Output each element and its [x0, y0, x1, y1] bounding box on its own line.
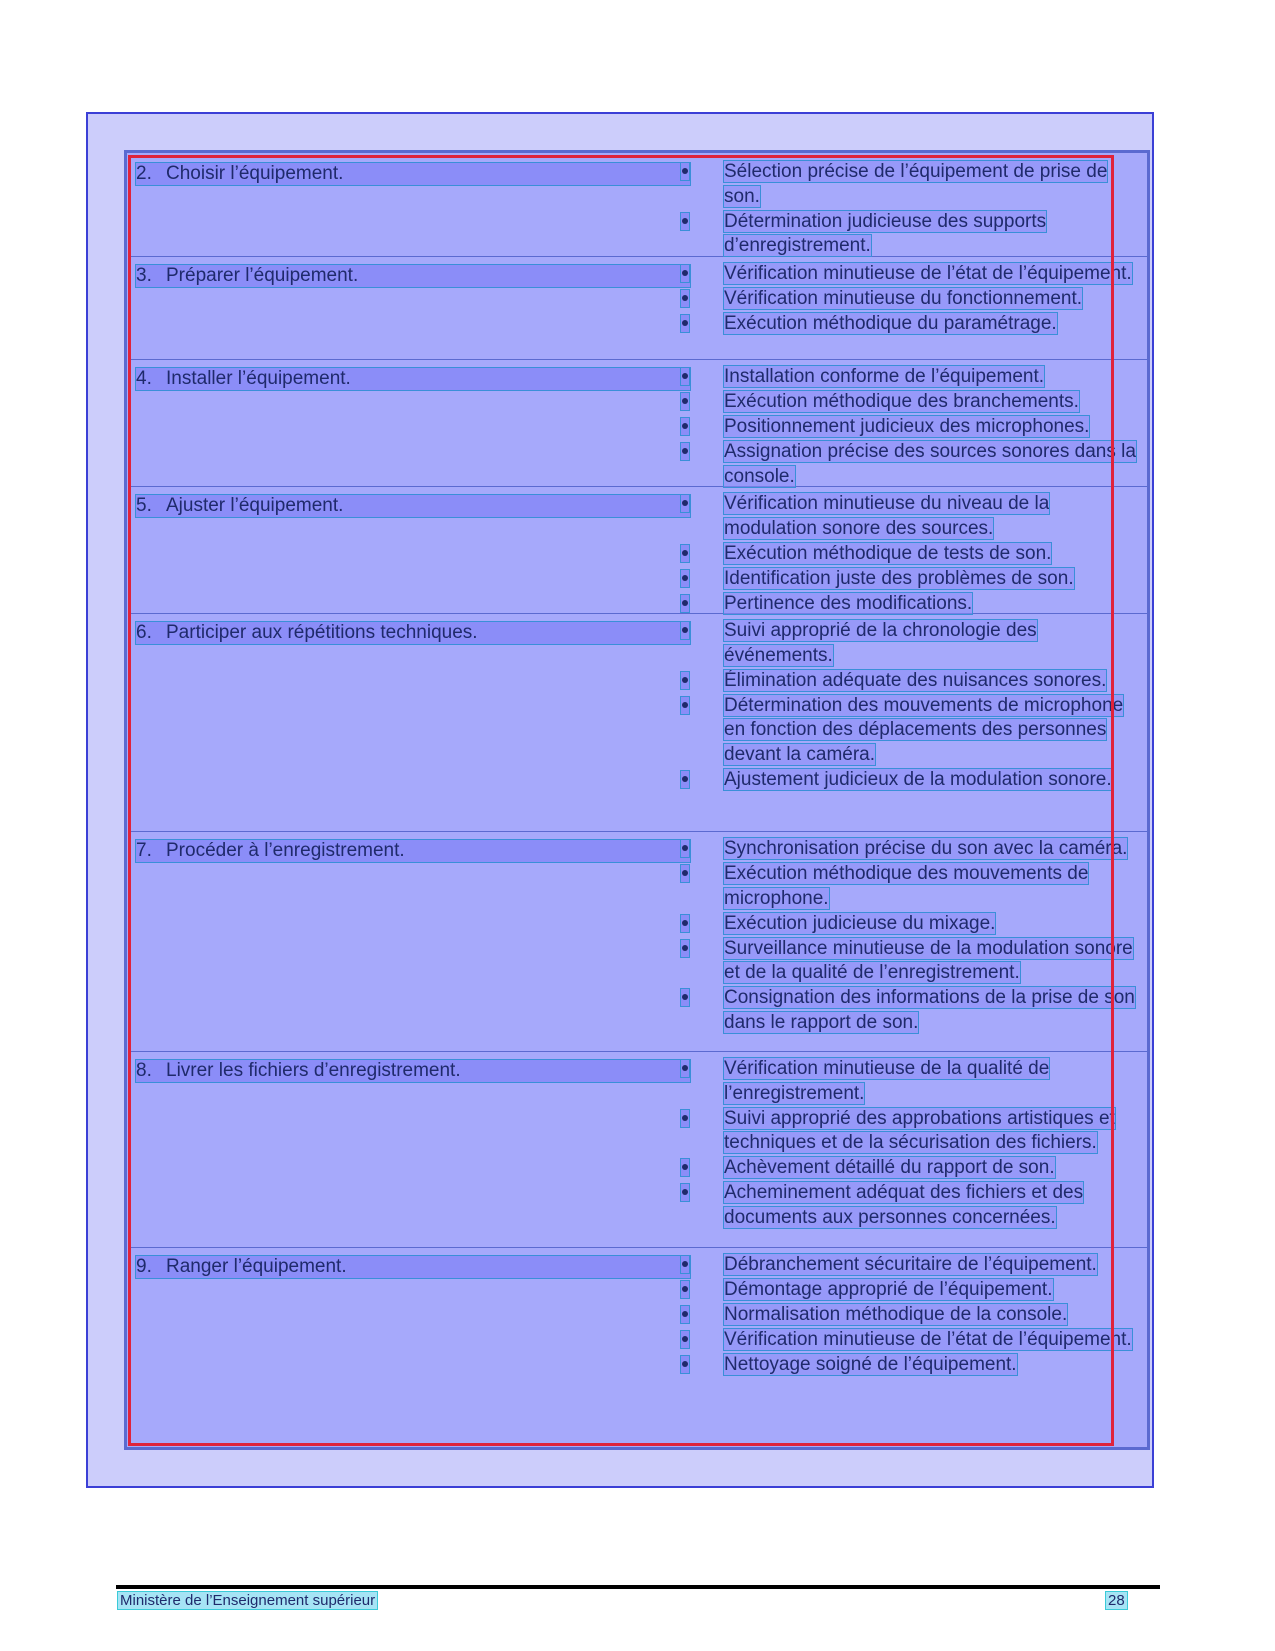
criterion-text: Normalisation méthodique de la console. — [724, 1304, 1068, 1325]
list-item — [681, 415, 1146, 440]
criterion-text: Pertinence des modifications. — [724, 592, 973, 614]
criterion-text: Débranchement sécuritaire de l’équipement. — [724, 1254, 1097, 1275]
bullet-icon — [681, 1060, 689, 1077]
list-item — [681, 1353, 1146, 1378]
bullet-icon — [681, 1159, 689, 1176]
list-item — [681, 1057, 1146, 1106]
criterion-text: Surveillance minutieuse de la modulation sonore et de la qualité de l’enregistrement. — [724, 937, 1133, 983]
criterion-text: Identification juste des problèmes de son. — [724, 567, 1074, 589]
criterion-text: Démontage approprié de l’équipement. — [724, 1279, 1053, 1300]
bullet-icon — [681, 1256, 689, 1273]
bullet-icon — [681, 1281, 689, 1298]
table-row — [128, 360, 1148, 487]
criterion-text: Exécution méthodique des mouvements de microphone. — [724, 863, 1089, 909]
bullet-icon — [681, 265, 689, 282]
list-item — [681, 862, 1146, 911]
criterion-text: Suivi approprié des approbations artistiques et techniques et de la sécurisation des fichiers. — [724, 1107, 1115, 1153]
bullet-icon — [681, 1356, 689, 1373]
bullet-icon — [681, 622, 689, 639]
bullet-icon — [681, 940, 689, 957]
list-item — [681, 365, 1146, 390]
task-label — [136, 265, 690, 287]
bullet-icon — [681, 840, 689, 857]
criterion-text: Ajustement judicieux de la modulation sonore. — [724, 768, 1112, 790]
criterion-text: Exécution méthodique des branchements. — [724, 391, 1079, 412]
table-row — [128, 487, 1148, 614]
task-number: 9. — [136, 1256, 152, 1277]
task-label — [136, 840, 690, 862]
bullet-icon — [681, 697, 689, 714]
bullet-icon — [681, 1306, 689, 1323]
task-text: Participer aux répétitions techniques. — [166, 622, 478, 643]
task-text: Préparer l’équipement. — [166, 265, 359, 286]
bullet-icon — [681, 545, 689, 562]
task-label — [136, 163, 690, 185]
criterion-text: Vérification minutieuse de l’état de l’équipement. — [724, 263, 1132, 284]
criterion-text: Exécution méthodique de tests de son. — [724, 542, 1052, 564]
task-text: Livrer les fichiers d’enregistrement. — [166, 1060, 461, 1081]
list-item — [681, 669, 1146, 694]
criterion-text: Vérification minutieuse de l’état de l’équipement. — [724, 1329, 1132, 1350]
list-item — [681, 440, 1146, 489]
criteria-list — [681, 837, 1146, 1036]
footer-rule — [116, 1585, 1160, 1589]
bullet-icon — [681, 915, 689, 932]
task-text: Choisir l’équipement. — [166, 163, 344, 184]
table-row — [128, 832, 1148, 1052]
criterion-text: Vérification minutieuse du fonctionnement. — [724, 288, 1083, 309]
list-item — [681, 210, 1146, 259]
criterion-text: Exécution judicieuse du mixage. — [724, 912, 996, 934]
task-label — [136, 622, 690, 644]
criterion-text: Exécution méthodique du paramétrage. — [724, 313, 1057, 334]
task-label — [136, 495, 690, 517]
list-item — [681, 492, 1146, 541]
criterion-text: Vérification minutieuse du niveau de la modulation sonore des sources. — [724, 493, 1050, 539]
list-item — [681, 160, 1146, 209]
task-label — [136, 368, 690, 390]
list-item — [681, 619, 1146, 668]
criteria-list — [681, 619, 1146, 793]
criterion-text: Élimination adéquate des nuisances sonores. — [724, 669, 1107, 691]
list-item — [681, 1303, 1146, 1328]
list-item — [681, 1107, 1146, 1156]
criterion-text: Détermination des mouvements de microphone en fonction des déplacements des personnes devant la caméra. — [724, 694, 1124, 765]
bullet-icon — [681, 393, 689, 410]
list-item — [681, 837, 1146, 862]
list-item — [681, 986, 1146, 1035]
criterion-text: Détermination judicieuse des supports d’enregistrement. — [724, 210, 1047, 256]
list-item — [681, 1156, 1146, 1181]
list-item — [681, 768, 1146, 793]
task-number: 7. — [136, 840, 152, 861]
bullet-icon — [681, 672, 689, 689]
list-item — [681, 287, 1146, 312]
bullet-icon — [681, 418, 689, 435]
table-row — [128, 614, 1148, 832]
footer-ministry: Ministère de l’Enseignement supérieur — [120, 1592, 376, 1609]
list-item — [681, 1181, 1146, 1230]
criterion-text: Synchronisation précise du son avec la caméra. — [724, 838, 1128, 859]
bullet-icon — [681, 315, 689, 332]
bullet-icon — [681, 1331, 689, 1348]
criterion-text: Installation conforme de l’équipement. — [724, 366, 1045, 387]
list-item — [681, 1253, 1146, 1278]
list-item — [681, 312, 1146, 337]
criteria-list — [681, 160, 1146, 259]
list-item — [681, 592, 1146, 617]
criterion-text: Suivi approprié de la chronologie des événements. — [724, 620, 1037, 666]
list-item — [681, 567, 1146, 592]
list-item — [681, 1328, 1146, 1353]
criteria-list — [681, 1253, 1146, 1378]
bullet-icon — [681, 163, 689, 180]
table-row — [128, 1248, 1148, 1446]
list-item — [681, 262, 1146, 287]
table-row — [128, 257, 1148, 360]
criterion-text: Consignation des informations de la prise de son dans le rapport de son. — [724, 987, 1135, 1033]
criterion-text: Vérification minutieuse de la qualité de l’enregistrement. — [724, 1058, 1050, 1104]
criteria-list — [681, 492, 1146, 617]
task-number: 4. — [136, 368, 152, 389]
criteria-list — [681, 365, 1146, 490]
task-text: Procéder à l’enregistrement. — [166, 840, 405, 861]
task-label — [136, 1256, 690, 1278]
task-number: 5. — [136, 495, 152, 516]
criterion-text: Sélection précise de l’équipement de prise de son. — [724, 161, 1108, 207]
bullet-icon — [681, 443, 689, 460]
bullet-icon — [681, 495, 689, 512]
criterion-text: Acheminement adéquat des fichiers et des documents aux personnes concernées. — [724, 1182, 1084, 1228]
bullet-icon — [681, 1110, 689, 1127]
list-item — [681, 937, 1146, 986]
list-item — [681, 1278, 1146, 1303]
task-text: Ajuster l’équipement. — [166, 495, 344, 516]
bullet-icon — [681, 865, 689, 882]
criterion-text: Assignation précise des sources sonores dans la console. — [724, 441, 1136, 487]
task-number: 6. — [136, 622, 152, 643]
list-item — [681, 390, 1146, 415]
task-number: 3. — [136, 265, 152, 286]
bullet-icon — [681, 213, 689, 230]
bullet-icon — [681, 368, 689, 385]
criterion-text: Positionnement judicieux des microphones. — [724, 416, 1090, 437]
task-text: Installer l’équipement. — [166, 368, 351, 389]
bullet-icon — [681, 771, 689, 788]
criterion-text: Achèvement détaillé du rapport de son. — [724, 1157, 1055, 1178]
list-item — [681, 912, 1146, 937]
task-number: 8. — [136, 1060, 152, 1081]
task-text: Ranger l’équipement. — [166, 1256, 347, 1277]
bullet-icon — [681, 1184, 689, 1201]
criterion-text: Nettoyage soigné de l’équipement. — [724, 1354, 1017, 1375]
list-item — [681, 542, 1146, 567]
criteria-list — [681, 1057, 1146, 1231]
table-row — [128, 155, 1148, 257]
list-item — [681, 694, 1146, 768]
criteria-list — [681, 262, 1146, 337]
task-number: 2. — [136, 163, 152, 184]
bullet-icon — [681, 989, 689, 1006]
bullet-icon — [681, 570, 689, 587]
bullet-icon — [681, 290, 689, 307]
page-number: 28 — [1108, 1592, 1125, 1609]
table-row — [128, 1052, 1148, 1248]
task-label — [136, 1060, 690, 1082]
bullet-icon — [681, 595, 689, 612]
